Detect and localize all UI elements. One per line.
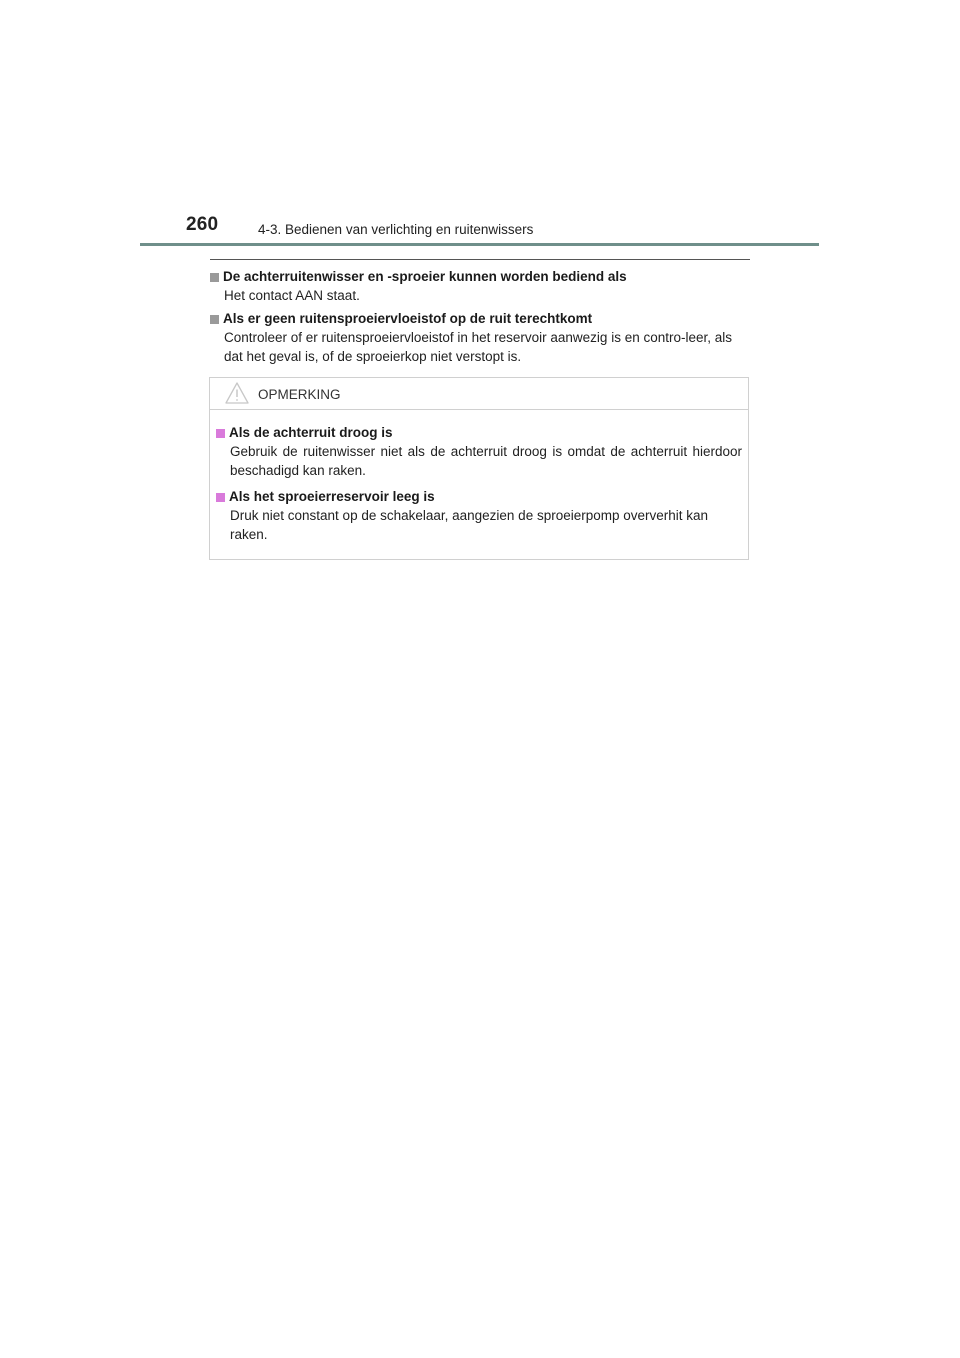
item-text: Druk niet constant op de schakelaar, aangezien de sproeierpomp oververhit kan raken. — [230, 508, 709, 542]
item-heading-text: Als er geen ruitensproeiervloeistof op de ruit terechtkomt — [223, 311, 593, 326]
notice-item-dry-window — [216, 424, 742, 480]
content-divider — [210, 259, 750, 260]
item-text: Gebruik de ruitenwisser niet als de achterruit droog is omdat de achterruit hierdoor beschadigd kan raken. — [230, 444, 742, 478]
item-heading — [216, 488, 742, 506]
main-content — [210, 259, 750, 371]
square-bullet-icon — [210, 315, 219, 324]
square-bullet-icon — [216, 493, 225, 502]
info-item-washer-fluid — [210, 310, 750, 366]
warning-triangle-icon — [225, 381, 249, 405]
notice-title: OPMERKING — [258, 387, 341, 402]
item-heading — [216, 424, 742, 442]
header-divider — [140, 243, 819, 246]
notice-item-empty-reservoir — [216, 488, 742, 544]
notice-header — [210, 378, 748, 410]
item-heading-text: De achterruitenwisser en -sproeier kunnen worden bediend als — [223, 269, 627, 284]
square-bullet-icon — [216, 429, 225, 438]
item-text: Controleer of er ruitensproeiervloeistof in het reservoir aanwezig is en contro-leer, als dat het geval is, of de sproeierkop niet verstopt is. — [224, 330, 732, 364]
item-heading-text: Als het sproeierreservoir leeg is — [229, 489, 435, 504]
section-title: 4-3. Bedienen van verlichting en ruitenwissers — [258, 222, 534, 237]
notice-box — [209, 377, 749, 560]
page-header — [0, 0, 960, 250]
notice-body — [210, 410, 748, 544]
item-heading — [210, 268, 750, 286]
square-bullet-icon — [210, 273, 219, 282]
item-heading-text: Als de achterruit droog is — [229, 425, 393, 440]
item-heading — [210, 310, 750, 328]
page-number: 260 — [186, 214, 219, 235]
item-text: Het contact AAN staat. — [224, 288, 360, 303]
info-item-rear-wiper — [210, 268, 750, 305]
